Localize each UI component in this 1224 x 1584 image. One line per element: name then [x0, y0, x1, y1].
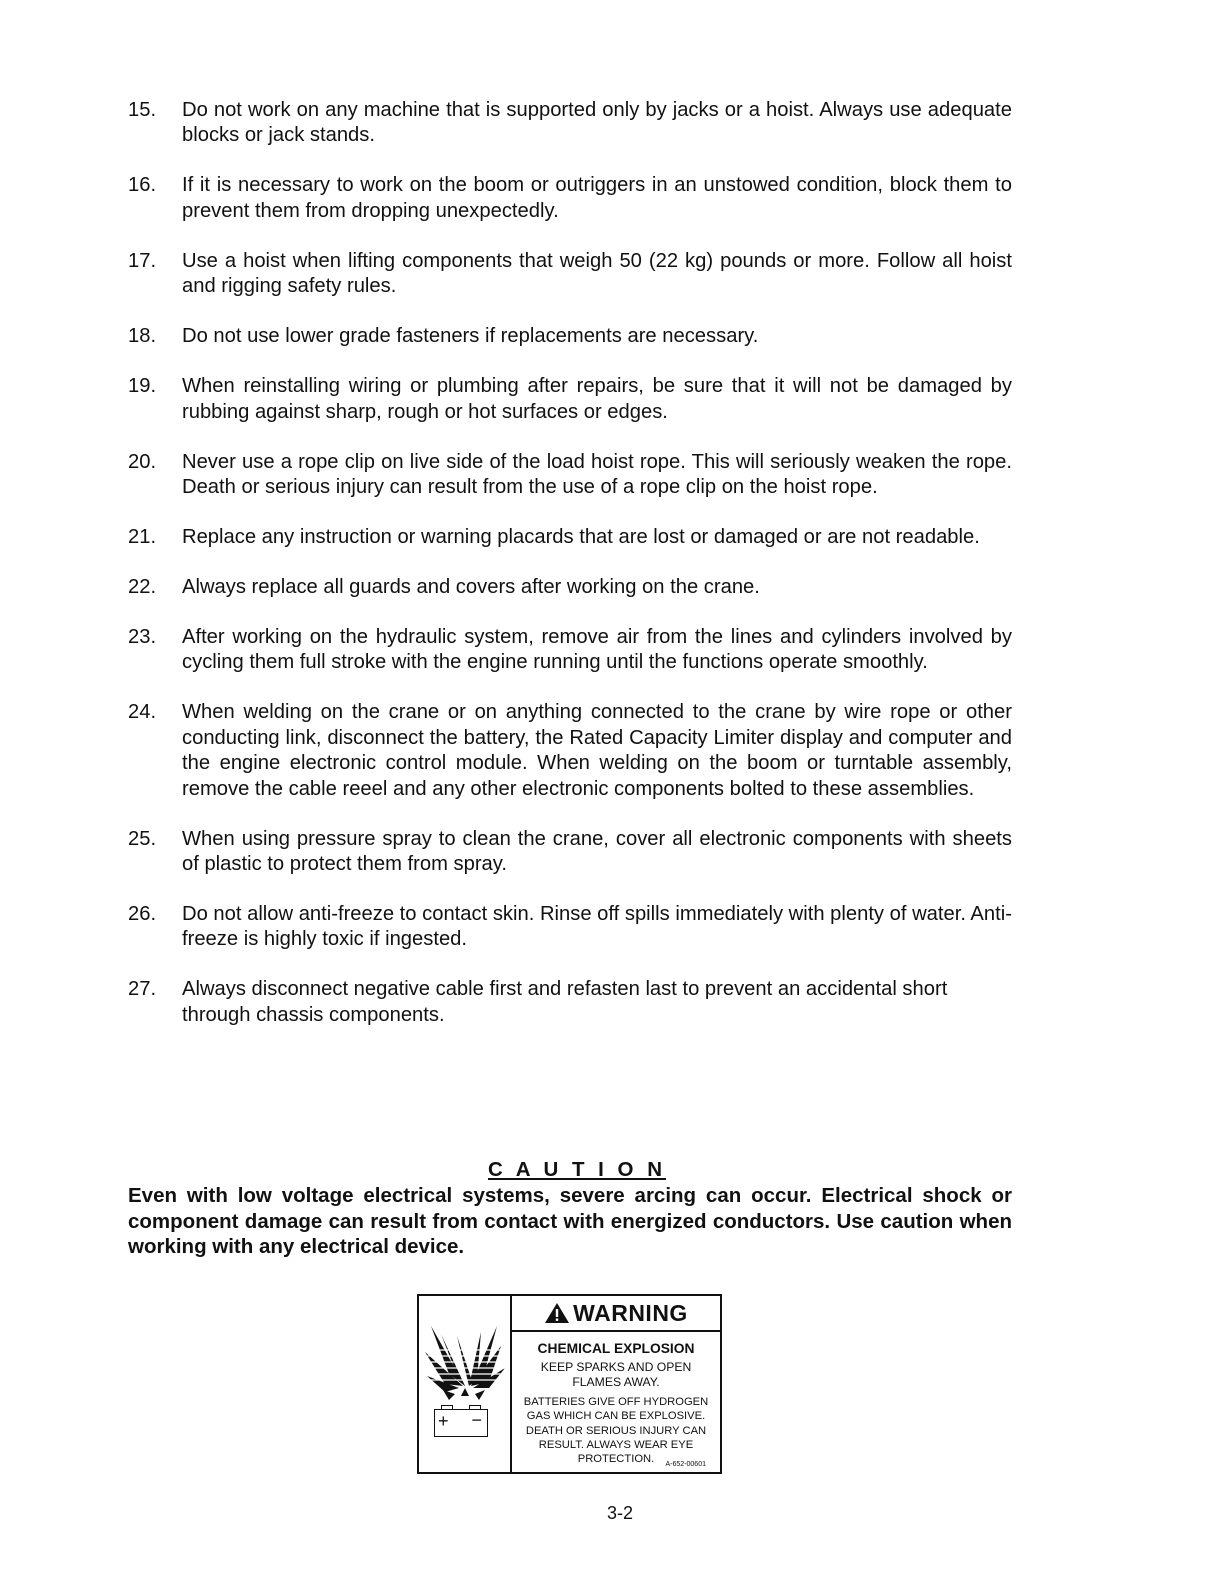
list-item [128, 374, 1012, 425]
item-number: 25. [128, 827, 157, 850]
warning-line: DEATH OR SERIOUS INJURY CAN [525, 1424, 707, 1437]
warning-pictogram [419, 1296, 512, 1472]
item-text: Do not allow anti-freeze to contact skin. Rinse off spills immediately with plenty of water. Anti-freeze is highly toxic if ingested. [182, 903, 1012, 951]
item-number: 15. [128, 99, 157, 121]
item-text: Do not use lower grade fasteners if replacements are necessary. [182, 325, 759, 348]
warning-line: BATTERIES GIVE OFF HYDROGEN [523, 1395, 709, 1408]
list-item [128, 173, 1012, 224]
item-number: 18. [128, 325, 157, 348]
list-item [128, 525, 1012, 550]
item-number: 27. [128, 978, 157, 1001]
list-item [128, 977, 1012, 1028]
warning-line: FLAMES AWAY. [572, 1375, 660, 1390]
item-text: Replace any instruction or warning placards that are lost or damaged or are not readable. [182, 526, 980, 549]
caution-title: C A U T I O N [487, 1158, 667, 1181]
item-number: 19. [128, 375, 157, 398]
warning-header [512, 1296, 720, 1332]
list-item [128, 575, 1012, 600]
item-number: 24. [128, 701, 157, 724]
warning-text-panel [512, 1296, 720, 1472]
item-text: Use a hoist when lifting components that weigh 50 (22 kg) pounds or more. Follow all hoist and rigging safety rules. [182, 249, 1012, 298]
alert-triangle-icon [544, 1302, 570, 1324]
item-text: Do not work on any machine that is supported only by jacks or a hoist. Always use adequate blocks or jack stands. [182, 99, 1012, 147]
warning-message-sparks [512, 1360, 720, 1391]
item-number: 26. [128, 903, 157, 926]
warning-header-label: WARNING [573, 1299, 688, 1326]
warning-line: RESULT. ALWAYS WEAR EYE [538, 1439, 694, 1452]
list-item [128, 827, 1012, 878]
warning-subtitle: CHEMICAL EXPLOSION [537, 1341, 695, 1356]
safety-list [128, 98, 1012, 1053]
explosion-icon [419, 1296, 510, 1472]
item-number: 21. [128, 526, 157, 549]
warning-line: GAS WHICH CAN BE EXPLOSIVE. [526, 1410, 706, 1423]
item-text: When using pressure spray to clean the crane, cover all electronic components with sheets of plastic to protect them from spray. [182, 827, 1012, 876]
caution-body: Even with low voltage electrical systems, severe arcing can occur. Electrical shock or component damage can result from contact with energized conductors. Use caution when working with any electrical device. [128, 1184, 1012, 1259]
list-item [128, 625, 1012, 676]
list-item [128, 700, 1012, 802]
warning-decal [417, 1294, 722, 1474]
warning-line: KEEP SPARKS AND OPEN [540, 1360, 692, 1374]
list-item [128, 450, 1012, 501]
item-text: If it is necessary to work on the boom or outriggers in an unstowed condition, block them to prevent them from dropping unexpectedly. [182, 174, 1012, 222]
page-number: 3-2 [606, 1503, 633, 1523]
decal-part-number: A-652-00601 [665, 1461, 706, 1468]
item-text: After working on the hydraulic system, remove air from the lines and cylinders involved by cycling them full stroke with the engine running until the functions operate smoothly. [182, 626, 1012, 674]
item-number: 22. [128, 576, 157, 599]
list-item [128, 98, 1012, 149]
item-text: Always disconnect negative cable first and refasten last to prevent an accidental short through chassis components. [182, 978, 948, 1026]
item-text: When reinstalling wiring or plumbing after repairs, be sure that it will not be damaged by rubbing against sharp, rough or hot surfaces or edges. [182, 375, 1012, 423]
item-number: 17. [128, 249, 157, 272]
list-item [128, 249, 1012, 300]
warning-message-hydrogen [512, 1395, 720, 1467]
battery-icon [434, 1409, 488, 1437]
battery-plus-label: + [438, 1411, 449, 1431]
item-number: 23. [128, 626, 157, 649]
item-text: When welding on the crane or on anything connected to the crane by wire rope or other conducting link, disconnect the battery, the Rated Capacity Limiter display and computer and the engine electronic control module. When welding on the boom or turntable assembly, remove the cable reeel and any other electronic components bolted to these assemblies. [182, 701, 1012, 800]
warning-line: PROTECTION. [577, 1453, 655, 1466]
item-number: 20. [128, 450, 157, 473]
item-text: Always replace all guards and covers after working on the crane. [182, 576, 760, 599]
item-number: 16. [128, 174, 157, 197]
battery-minus-label: − [471, 1410, 482, 1430]
caution-block [128, 1157, 1012, 1260]
item-text: Never use a rope clip on live side of the load hoist rope. This will seriously weaken the rope. Death or serious injury can result from the use of a rope clip on the hoist rope. [182, 450, 1012, 499]
warning-body [512, 1332, 720, 1472]
list-item [128, 324, 1012, 349]
list-item [128, 902, 1012, 953]
